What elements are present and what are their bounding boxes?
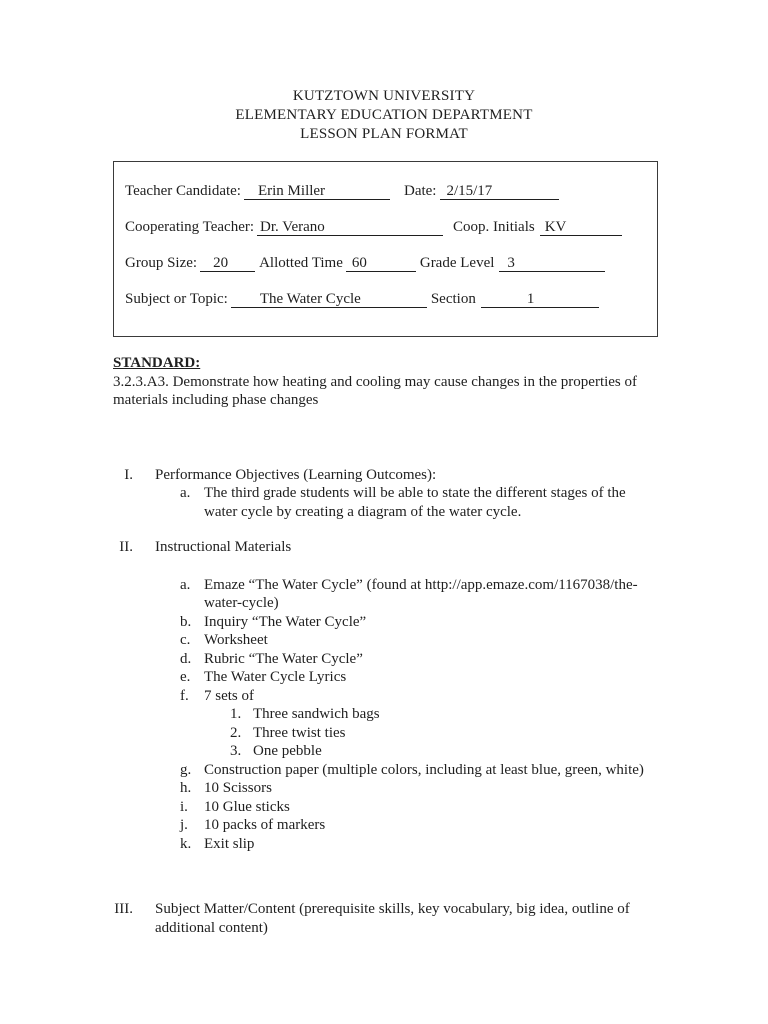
list-item-label: f. — [180, 687, 189, 704]
list-item-text: Worksheet — [204, 632, 268, 648]
info-row-teacher-date — [125, 183, 647, 200]
list-item — [180, 650, 768, 669]
lesson-info-box — [113, 161, 658, 337]
sub-list-item — [230, 705, 768, 724]
sub-list-item-label: 3. — [230, 743, 242, 759]
teacher-candidate-label: Teacher Candidate: — [125, 183, 241, 199]
info-row-coop — [125, 219, 647, 236]
standard-text: 3.2.3.A3. Demonstrate how heating and cooling may cause changes in the properties of materials including phase changes — [113, 373, 638, 408]
info-row-subject — [125, 291, 647, 308]
list-item-text: Rubric “The Water Cycle” — [204, 650, 363, 667]
list-item-label: j. — [180, 817, 188, 833]
list-item-label: b. — [180, 613, 192, 630]
standard-section — [113, 354, 655, 410]
list-item — [180, 816, 768, 835]
section-instructional-materials — [113, 538, 768, 557]
list-item-text: Exit slip — [204, 835, 255, 852]
section-performance-objectives — [113, 466, 768, 485]
list-item-label: g. — [180, 761, 192, 778]
sub-list-item-label: 1. — [230, 706, 242, 722]
teacher-candidate-value: Erin Miller — [244, 183, 390, 200]
group-size-label: Group Size: — [125, 255, 198, 271]
list-item-text: Construction paper (multiple colors, including at least blue, green, white) — [204, 761, 644, 778]
list-item — [180, 798, 768, 817]
list-item-label: d. — [180, 650, 192, 667]
section-numeral: III. — [114, 901, 133, 917]
list-item-text: The Water Cycle Lyrics — [204, 669, 347, 685]
list-item — [180, 687, 768, 706]
date-label: Date: — [403, 183, 437, 199]
list-item-text: 7 sets of — [204, 687, 254, 704]
list-item-text: Emaze “The Water Cycle” (found at http://app.emaze.com/1167038/the-water-cycle) — [204, 576, 638, 611]
list-item — [180, 484, 768, 521]
section-title: Performance Objectives (Learning Outcomes): — [155, 466, 437, 483]
section-subject-matter — [113, 900, 768, 937]
list-item — [180, 761, 768, 780]
list-item-text: 10 Scissors — [204, 780, 272, 796]
list-item — [180, 779, 768, 798]
subject-label: Subject or Topic: — [125, 291, 228, 307]
list-item-text: Inquiry “The Water Cycle” — [204, 613, 367, 630]
department-name: ELEMENTARY EDUCATION DEPARTMENT — [235, 107, 533, 123]
sub-list-item-text: One pebble — [253, 743, 322, 759]
cooperating-teacher-value: Dr. Verano — [257, 219, 443, 236]
list-item-label: a. — [180, 485, 191, 501]
allotted-time-value: 60 — [346, 255, 416, 272]
list-item-text: 10 packs of markers — [204, 817, 326, 833]
list-item-label: k. — [180, 835, 192, 852]
grade-level-label: Grade Level — [419, 255, 495, 271]
list-item — [180, 576, 768, 613]
list-item-text: The third grade students will be able to state the different stages of the water cycle by creating a diagram of the water cycle. — [204, 485, 626, 520]
date-value: 2/15/17 — [440, 183, 559, 200]
sub-list-item-text: Three sandwich bags — [253, 706, 380, 722]
section-label: Section — [430, 291, 476, 307]
lesson-outline — [113, 466, 768, 938]
section-value: 1 — [481, 291, 599, 308]
section-title: Subject Matter/Content (prerequisite skills, key vocabulary, big idea, outline of additional content) — [155, 901, 630, 936]
section-numeral: II. — [119, 539, 133, 555]
document-header — [0, 0, 768, 144]
list-item-label: h. — [180, 780, 192, 796]
sub-list-item-text: Three twist ties — [253, 724, 346, 741]
list-item-label: c. — [180, 632, 191, 648]
list-item — [180, 613, 768, 632]
coop-initials-label: Coop. Initials — [453, 219, 535, 235]
list-item-label: e. — [180, 669, 191, 685]
coop-initials-value: KV — [540, 219, 622, 236]
list-item — [180, 668, 768, 687]
list-item — [180, 631, 768, 650]
allotted-time-label: Allotted Time — [259, 255, 343, 271]
sub-list-item-label: 2. — [230, 724, 242, 741]
sub-list-item — [230, 742, 768, 761]
sub-list-item — [230, 724, 768, 743]
list-item — [180, 835, 768, 854]
group-size-value: 20 — [200, 255, 255, 272]
list-item-text: 10 Glue sticks — [204, 798, 290, 815]
grade-level-value: 3 — [499, 255, 605, 272]
info-row-group — [125, 255, 647, 272]
cooperating-teacher-label: Cooperating Teacher: — [125, 219, 255, 235]
list-item-label: a. — [180, 576, 191, 593]
subject-value: The Water Cycle — [231, 291, 427, 308]
section-numeral: I. — [124, 466, 133, 483]
standard-heading: STANDARD: — [113, 355, 201, 371]
list-item-label: i. — [180, 798, 188, 815]
document-title: LESSON PLAN FORMAT — [300, 126, 468, 142]
university-name: KUTZTOWN UNIVERSITY — [292, 88, 476, 104]
section-title: Instructional Materials — [155, 539, 292, 555]
